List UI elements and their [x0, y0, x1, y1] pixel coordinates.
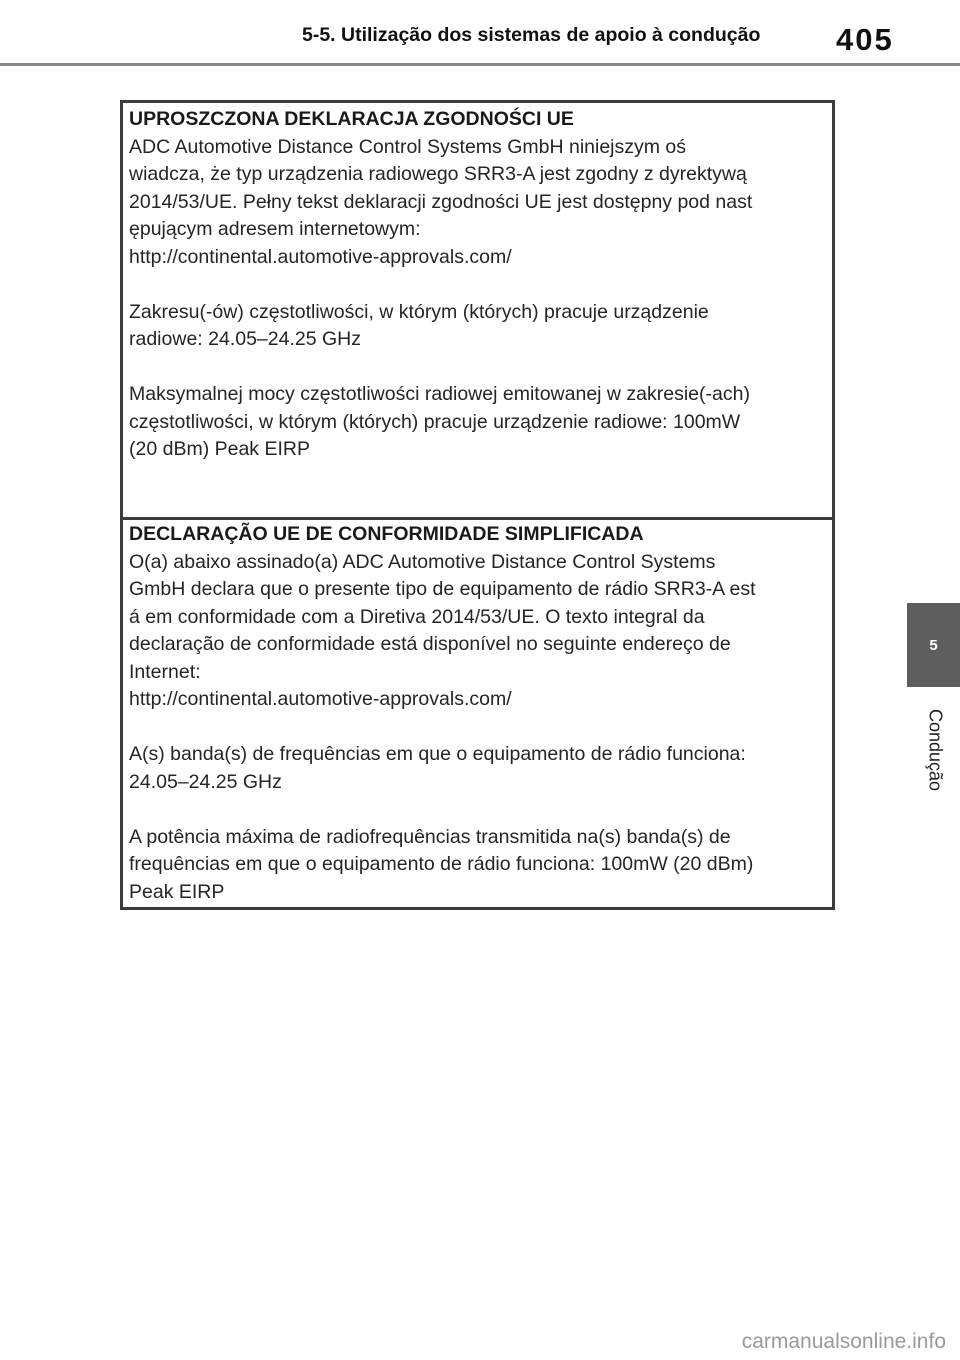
declaration-line: częstotliwości, w którym (których) pracuje urządzenie radiowe: 100mW	[129, 410, 741, 433]
paragraph-gap	[129, 714, 826, 742]
paragraph-gap	[129, 796, 826, 824]
declaration-line: A potência máxima de radiofrequências transmitida na(s) banda(s) de	[129, 825, 731, 848]
declaration-line: 24.05–24.25 GHz	[129, 770, 282, 793]
paragraph-gap	[129, 354, 826, 382]
declaration-panel-polish	[123, 106, 832, 521]
declaration-line: O(a) abaixo assinado(a) ADC Automotive Distance Control Systems	[129, 550, 716, 573]
declaration-line: Zakresu(-ów) częstotliwości, w którym (których) pracuje urządzenie	[129, 300, 709, 323]
declaration-panel-portuguese	[123, 521, 832, 907]
declaration-url: http://continental.automotive-approvals.com/	[129, 245, 512, 268]
paragraph-gap	[129, 271, 826, 299]
section-title: 5-5. Utilização dos sistemas de apoio à condução	[302, 24, 761, 46]
chapter-name: Condução	[925, 708, 946, 792]
declaration-line: ADC Automotive Distance Control Systems GmbH niniejszym oś	[129, 135, 687, 158]
declaration-line: Maksymalnej mocy częstotliwości radiowej emitowanej w zakresie(-ach)	[129, 383, 750, 405]
chapter-number: 5	[929, 636, 938, 654]
declaration-heading-portuguese: DECLARAÇÃO UE DE CONFORMIDADE SIMPLIFICADA	[129, 523, 644, 545]
chapter-tab	[907, 603, 960, 687]
declaration-line: 2014/53/UE. Pełny tekst deklaracji zgodności UE jest dostępny pod nast	[129, 190, 753, 213]
header-rule	[0, 63, 960, 66]
declaration-line: Peak EIRP	[129, 880, 225, 903]
declaration-line: wiadcza, że typ urządzenia radiowego SRR3-A jest zgodny z dyrektywą	[129, 163, 747, 185]
page-number: 405	[836, 22, 894, 57]
declaration-line: frequências em que o equipamento de rádio funciona: 100mW (20 dBm)	[129, 853, 754, 875]
declaration-line: radiowe: 24.05–24.25 GHz	[129, 328, 361, 350]
declaration-line: GmbH declara que o presente tipo de equipamento de rádio SRR3-A est	[129, 578, 756, 600]
declaration-heading-polish: UPROSZCZONA DEKLARACJA ZGODNOŚCI UE	[129, 108, 574, 130]
watermark: carmanualsonline.info	[741, 1330, 946, 1353]
panel-divider	[123, 517, 832, 520]
declaration-line: Internet:	[129, 660, 201, 683]
declaration-line: declaração de conformidade está disponível no seguinte endereço de	[129, 633, 731, 655]
declaration-line: ępującym adresem internetowym:	[129, 218, 421, 240]
declaration-line: (20 dBm) Peak EIRP	[129, 438, 310, 460]
declaration-url: http://continental.automotive-approvals.com/	[129, 688, 512, 710]
declaration-box	[120, 100, 835, 910]
declaration-line: á em conformidade com a Diretiva 2014/53/UE. O texto integral da	[129, 605, 705, 628]
declaration-line: A(s) banda(s) de frequências em que o equipamento de rádio funciona:	[129, 743, 746, 765]
